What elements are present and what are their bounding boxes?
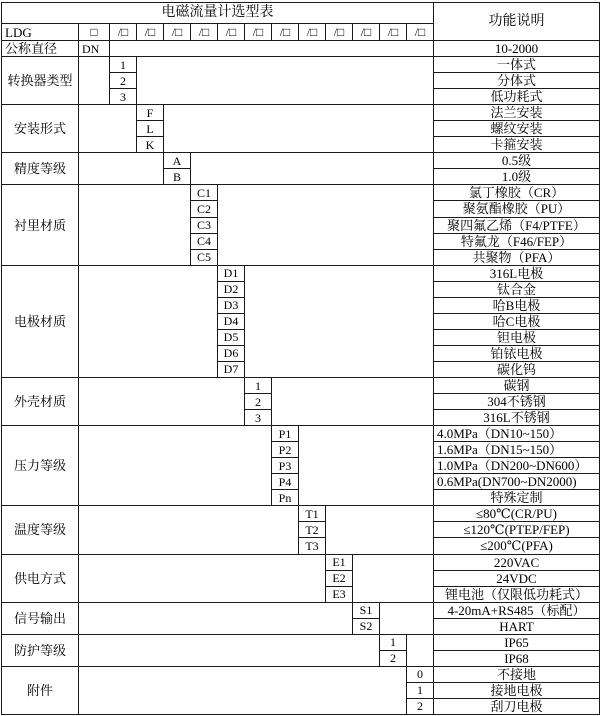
- desc-cell: 哈C电极: [434, 314, 600, 330]
- spacer-cell: [79, 506, 299, 554]
- desc-cell: IP68: [434, 651, 600, 667]
- code-cell: 2: [110, 73, 137, 89]
- model-code-box: /□: [218, 24, 245, 41]
- category-cell: 精度等级: [2, 153, 79, 185]
- spacer-cell: [380, 603, 434, 635]
- spacer-cell: [299, 426, 434, 506]
- code-cell: Pn: [272, 490, 299, 506]
- desc-cell: 24VDC: [434, 571, 600, 587]
- spacer-cell: [79, 635, 380, 667]
- category-cell: 转换器类型: [2, 57, 79, 105]
- spacer-cell: [164, 105, 434, 153]
- desc-cell: 法兰安装: [434, 105, 600, 121]
- spacer-cell: [79, 105, 137, 153]
- spacer-cell: [110, 41, 434, 57]
- code-cell: 3: [245, 410, 272, 426]
- spacer-cell: [191, 153, 434, 185]
- model-code-box: /□: [164, 24, 191, 41]
- desc-cell: 低功耗式: [434, 89, 600, 105]
- code-cell: 2: [407, 699, 434, 715]
- code-cell: 1: [380, 635, 407, 651]
- code-cell: T1: [299, 506, 326, 522]
- desc-cell: 碳钢: [434, 378, 600, 394]
- model-code-box: /□: [110, 24, 137, 41]
- code-cell: S1: [353, 603, 380, 619]
- spacer-cell: [79, 185, 191, 265]
- spacer-cell: [79, 153, 164, 185]
- code-cell: E2: [326, 571, 353, 587]
- desc-cell: 铂铱电极: [434, 346, 600, 362]
- spacer-cell: [79, 426, 272, 506]
- code-cell: DN: [79, 41, 110, 57]
- category-cell: 压力等级: [2, 426, 79, 506]
- model-prefix: LDG: [2, 24, 79, 41]
- code-cell: E3: [326, 587, 353, 603]
- spacer-cell: [407, 635, 434, 667]
- model-code-box: /□: [137, 24, 164, 41]
- code-cell: C2: [191, 201, 218, 217]
- code-cell: C4: [191, 234, 218, 250]
- code-cell: P2: [272, 442, 299, 458]
- desc-cell: 1.6MPa（DN15~150）: [434, 442, 600, 458]
- model-code-box: /□: [272, 24, 299, 41]
- desc-cell: 锂电池（仅限低功耗式）: [434, 587, 600, 603]
- desc-cell: 一体式: [434, 57, 600, 73]
- desc-cell: 不接地: [434, 667, 600, 683]
- desc-cell: 10-2000: [434, 41, 600, 57]
- desc-cell: HART: [434, 619, 600, 635]
- category-cell: 供电方式: [2, 555, 79, 603]
- spacer-cell: [79, 378, 245, 426]
- desc-cell: 特氟龙（F46/FEP）: [434, 234, 600, 250]
- model-code-box: □: [79, 24, 110, 41]
- spacer-cell: [137, 57, 434, 105]
- code-cell: A: [164, 153, 191, 169]
- spacer-cell: [79, 555, 326, 603]
- desc-cell: 分体式: [434, 73, 600, 89]
- category-cell: 电极材质: [2, 266, 79, 378]
- code-cell: T3: [299, 538, 326, 554]
- desc-cell: 聚四氟乙烯（F4/PTFE）: [434, 218, 600, 234]
- desc-cell: 4-20mA+RS485（标配）: [434, 603, 600, 619]
- code-cell: D3: [218, 298, 245, 314]
- code-cell: 3: [110, 89, 137, 105]
- desc-cell: ≤200℃(PFA): [434, 538, 600, 554]
- code-cell: E1: [326, 555, 353, 571]
- desc-cell: 304不锈钢: [434, 394, 600, 410]
- code-cell: 2: [245, 394, 272, 410]
- category-cell: 安装形式: [2, 105, 79, 153]
- table-title: 电磁流量计选型表: [2, 3, 434, 24]
- model-code-box: /□: [380, 24, 407, 41]
- model-code-box: /□: [353, 24, 380, 41]
- desc-cell: 316L电极: [434, 266, 600, 282]
- spacer-cell: [353, 555, 434, 603]
- model-code-box: /□: [299, 24, 326, 41]
- desc-cell: 碳化钨: [434, 362, 600, 378]
- spacer-cell: [245, 266, 434, 378]
- code-cell: L: [137, 121, 164, 137]
- desc-cell: 4.0MPa（DN10~150）: [434, 426, 600, 442]
- code-cell: 1: [245, 378, 272, 394]
- desc-cell: 刮刀电极: [434, 699, 600, 715]
- code-cell: F: [137, 105, 164, 121]
- code-cell: D7: [218, 362, 245, 378]
- desc-cell: 220VAC: [434, 555, 600, 571]
- code-cell: D4: [218, 314, 245, 330]
- model-code-box: /□: [245, 24, 272, 41]
- category-cell: 衬里材质: [2, 185, 79, 265]
- desc-cell: 卡箍安装: [434, 137, 600, 153]
- code-cell: 2: [380, 651, 407, 667]
- code-cell: 1: [110, 57, 137, 73]
- category-cell: 公称直径: [2, 41, 79, 57]
- spacer-cell: [272, 378, 434, 426]
- desc-cell: 共聚物（PFA）: [434, 250, 600, 266]
- code-cell: P4: [272, 474, 299, 490]
- code-cell: K: [137, 137, 164, 153]
- code-cell: 1: [407, 683, 434, 699]
- spacer-cell: [218, 185, 434, 265]
- spacer-cell: [79, 57, 110, 105]
- selection-table: [1, 2, 600, 715]
- code-cell: B: [164, 169, 191, 185]
- code-cell: D2: [218, 282, 245, 298]
- model-code-box: /□: [407, 24, 434, 41]
- desc-cell: 316L不锈钢: [434, 410, 600, 426]
- code-cell: C1: [191, 185, 218, 201]
- desc-cell: 哈B电极: [434, 298, 600, 314]
- spacer-cell: [79, 266, 218, 378]
- desc-cell: 特殊定制: [434, 490, 600, 506]
- desc-cell: 1.0MPa（DN200~DN600）: [434, 458, 600, 474]
- code-cell: P3: [272, 458, 299, 474]
- code-cell: C5: [191, 250, 218, 266]
- category-cell: 附件: [2, 667, 79, 715]
- code-cell: 0: [407, 667, 434, 683]
- code-cell: T2: [299, 522, 326, 538]
- model-code-box: /□: [191, 24, 218, 41]
- spacer-cell: [79, 667, 407, 715]
- desc-cell: 0.6MPa(DN700~DN2000): [434, 474, 600, 490]
- category-cell: 防护等级: [2, 635, 79, 667]
- code-cell: D6: [218, 346, 245, 362]
- desc-cell: 螺纹安装: [434, 121, 600, 137]
- desc-cell: 钽电极: [434, 330, 600, 346]
- spacer-cell: [326, 506, 434, 554]
- desc-cell: 1.0级: [434, 169, 600, 185]
- desc-cell: IP65: [434, 635, 600, 651]
- code-cell: D1: [218, 266, 245, 282]
- desc-cell: 钛合金: [434, 282, 600, 298]
- desc-cell: 聚氨酯橡胶（PU）: [434, 201, 600, 217]
- desc-cell: ≤80℃(CR/PU): [434, 506, 600, 522]
- code-cell: D5: [218, 330, 245, 346]
- category-cell: 温度等级: [2, 506, 79, 554]
- desc-cell: ≤120℃(PTEP/FEP): [434, 522, 600, 538]
- function-description-header: 功能说明: [434, 3, 600, 41]
- desc-cell: 0.5级: [434, 153, 600, 169]
- desc-cell: 氯丁橡胶（CR）: [434, 185, 600, 201]
- desc-cell: 接地电极: [434, 683, 600, 699]
- code-cell: P1: [272, 426, 299, 442]
- spacer-cell: [79, 603, 353, 635]
- category-cell: 信号输出: [2, 603, 79, 635]
- code-cell: S2: [353, 619, 380, 635]
- model-code-box: /□: [326, 24, 353, 41]
- code-cell: C3: [191, 218, 218, 234]
- category-cell: 外壳材质: [2, 378, 79, 426]
